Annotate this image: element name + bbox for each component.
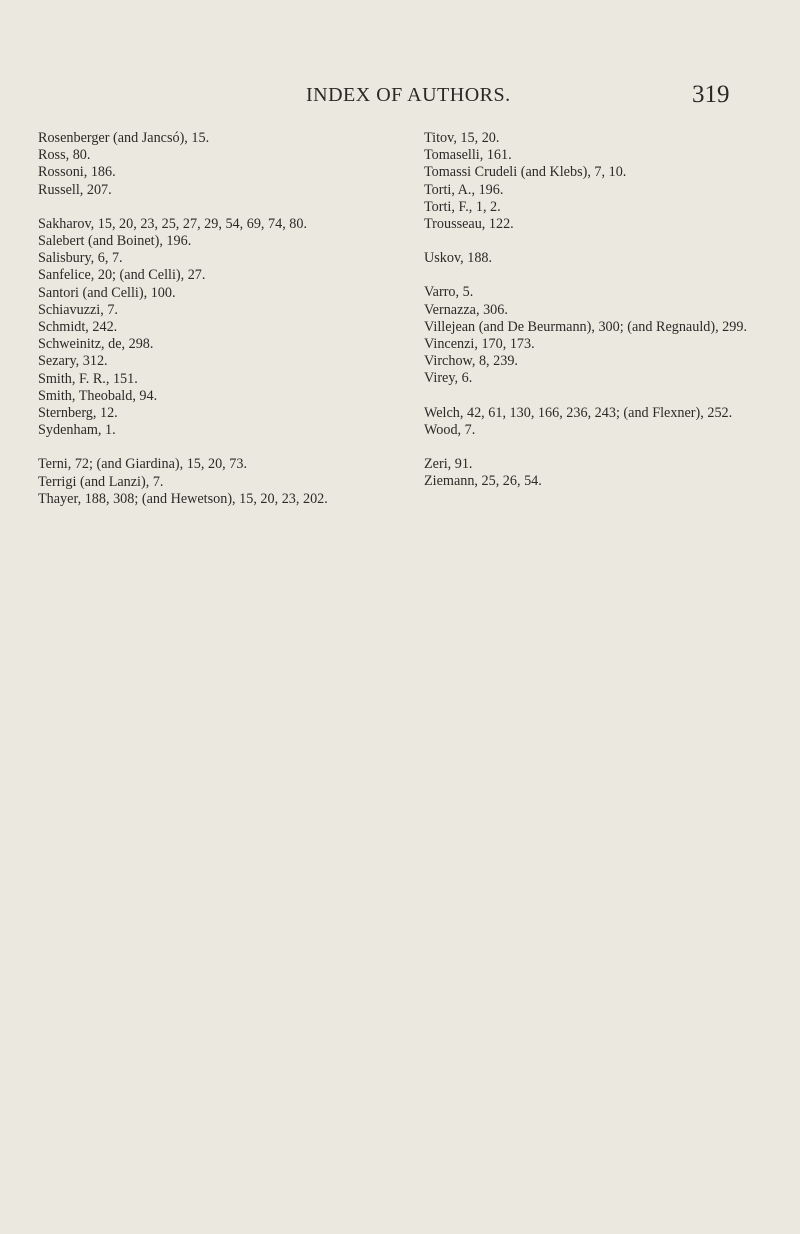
index-group-u bbox=[424, 250, 764, 267]
index-group-v bbox=[424, 284, 764, 387]
index-entry: Varro, 5. bbox=[424, 284, 474, 301]
index-entry: Trousseau, 122. bbox=[424, 216, 514, 233]
index-entry: Torti, A., 196. bbox=[424, 181, 504, 198]
index-entry: Villejean (and De Beurmann), 300; (and Regnauld), 299. bbox=[424, 318, 748, 335]
index-entry: Titov, 15, 20. bbox=[424, 130, 500, 146]
index-entry: Sternberg, 12. bbox=[38, 405, 118, 422]
index-entry: Sanfelice, 20; (and Celli), 27. bbox=[38, 267, 206, 284]
index-entry: Virey, 6. bbox=[424, 370, 473, 387]
index-entry: Salisbury, 6, 7. bbox=[38, 250, 123, 267]
index-group-w bbox=[424, 405, 764, 439]
index-entry: Tomassi Crudeli (and Klebs), 7, 10. bbox=[424, 164, 627, 181]
index-entry: Terrigi (and Lanzi), 7. bbox=[38, 473, 164, 490]
index-entry: Rosenberger (and Jancsó), 15. bbox=[38, 130, 210, 146]
index-entry: Ross, 80. bbox=[38, 147, 91, 164]
index-entry: Schweinitz, de, 298. bbox=[38, 336, 154, 353]
index-entry: Tomaselli, 161. bbox=[424, 147, 512, 164]
index-entry: Virchow, 8, 239. bbox=[424, 353, 518, 370]
index-entry: Wood, 7. bbox=[424, 421, 476, 438]
index-group-t bbox=[38, 456, 410, 508]
index-entry: Sakharov, 15, 20, 23, 25, 27, 29, 54, 69, 74, 80. bbox=[38, 215, 308, 232]
index-entry: Rossoni, 186. bbox=[38, 164, 116, 181]
index-entry: Welch, 42, 61, 130, 166, 236, 243; (and Flexner), 252. bbox=[424, 404, 733, 421]
index-entry: Zeri, 91. bbox=[424, 456, 473, 473]
index-entry: Uskov, 188. bbox=[424, 250, 493, 267]
index-entry: Ziemann, 25, 26, 54. bbox=[424, 473, 542, 490]
page-number: 319 bbox=[692, 81, 730, 108]
index-entry: Smith, F. R., 151. bbox=[38, 370, 138, 387]
index-entry: Salebert (and Boinet), 196. bbox=[38, 233, 192, 250]
index-group-z bbox=[424, 456, 764, 490]
index-entry: Vernazza, 306. bbox=[424, 301, 508, 318]
index-entry: Santori (and Celli), 100. bbox=[38, 284, 176, 301]
index-entry: Schmidt, 242. bbox=[38, 319, 118, 336]
running-title: INDEX OF AUTHORS. bbox=[306, 84, 511, 106]
index-group-t-continued bbox=[424, 130, 764, 233]
index-entry: Smith, Theobald, 94. bbox=[38, 387, 158, 404]
index-group-s bbox=[38, 216, 410, 440]
index-entry: Schiavuzzi, 7. bbox=[38, 301, 118, 318]
page-header bbox=[0, 81, 800, 118]
index-entry: Sezary, 312. bbox=[38, 353, 108, 370]
index-entry: Torti, F., 1, 2. bbox=[424, 198, 501, 215]
index-entry: Thayer, 188, 308; (and Hewetson), 15, 20, 23, 202. bbox=[38, 490, 328, 507]
index-entry: Russell, 207. bbox=[38, 181, 112, 198]
index-entry: Terni, 72; (and Giardina), 15, 20, 73. bbox=[38, 456, 248, 473]
index-column-right bbox=[424, 130, 764, 507]
index-entry: Sydenham, 1. bbox=[38, 422, 116, 439]
index-entry: Vincenzi, 170, 173. bbox=[424, 336, 535, 353]
index-group-r bbox=[38, 130, 410, 199]
index-column-left bbox=[38, 130, 410, 525]
